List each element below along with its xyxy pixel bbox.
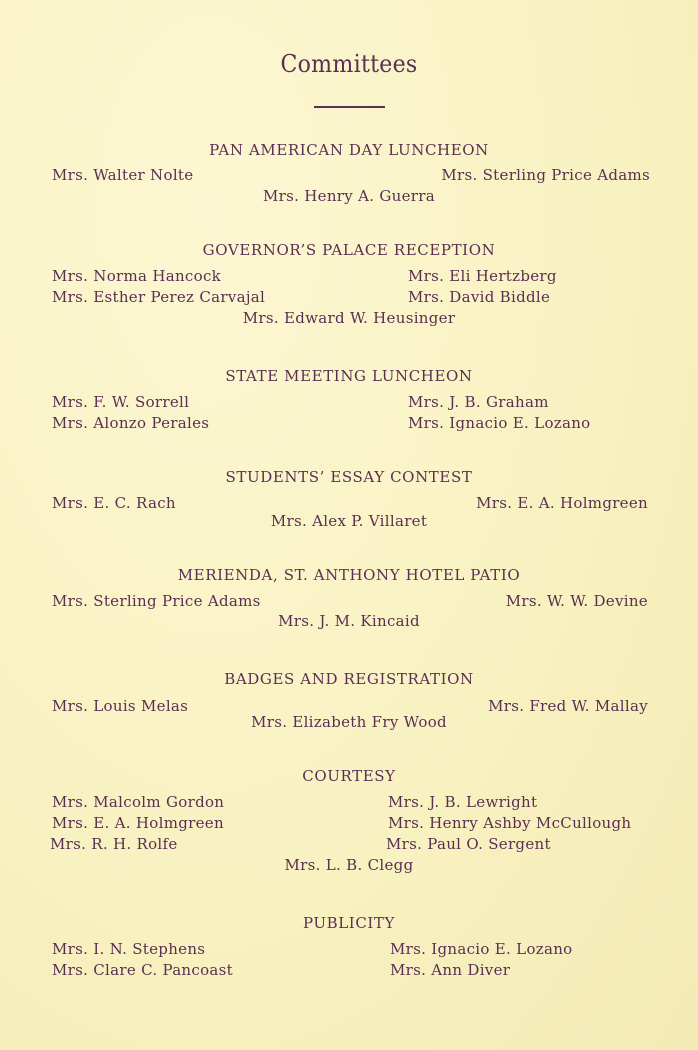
member-name: Mrs. Ignacio E. Lozano [408, 414, 591, 432]
member-name: Mrs. Esther Perez Carvajal [52, 288, 266, 306]
committee-heading-governors-palace: GOVERNOR’S PALACE RECEPTION [202, 241, 496, 259]
committee-heading-courtesy: COURTESY [302, 767, 396, 785]
title-rule [314, 106, 385, 108]
committee-heading-merienda: MERIENDA, ST. ANTHONY HOTEL PATIO [177, 566, 521, 584]
member-name: Mrs. Elizabeth Fry Wood [251, 713, 447, 731]
member-name: Mrs. J. B. Graham [408, 393, 549, 411]
member-name: Mrs. Ignacio E. Lozano [390, 940, 573, 958]
member-name: Mrs. J. M. Kincaid [278, 612, 420, 630]
member-name: Mrs. Alonzo Perales [52, 414, 210, 432]
member-name: Mrs. Sterling Price Adams [441, 166, 650, 184]
member-name: Mrs. Ann Diver [390, 961, 511, 979]
member-name: Mrs. Fred W. Mallay [488, 697, 648, 715]
member-name: Mrs. F. W. Sorrell [52, 393, 190, 411]
member-name: Mrs. Henry Ashby McCullough [388, 814, 632, 832]
committee-heading-pan-american: PAN AMERICAN DAY LUNCHEON [209, 141, 489, 159]
member-name: Mrs. W. W. Devine [505, 592, 648, 610]
member-name: Mrs. Sterling Price Adams [52, 592, 261, 610]
member-name: Mrs. L. B. Clegg [284, 856, 414, 874]
member-name: Mrs. J. B. Lewright [388, 793, 538, 811]
member-name: Mrs. Paul O. Sergent [386, 835, 551, 853]
member-name: Mrs. Eli Hertzberg [408, 267, 557, 285]
member-name: Mrs. E. A. Holmgreen [476, 494, 648, 512]
member-name: Mrs. Clare C. Pancoast [52, 961, 233, 979]
committee-heading-badges: BADGES AND REGISTRATION [224, 670, 474, 688]
committee-heading-publicity: PUBLICITY [302, 914, 396, 932]
committee-heading-state-meeting: STATE MEETING LUNCHEON [225, 367, 473, 385]
member-name: Mrs. Louis Melas [52, 697, 189, 715]
member-name: Mrs. I. N. Stephens [52, 940, 206, 958]
member-name: Mrs. David Biddle [408, 288, 551, 306]
member-name: Mrs. Norma Hancock [52, 267, 222, 285]
committee-heading-essay-contest: STUDENTS’ ESSAY CONTEST [225, 468, 473, 486]
member-name: Mrs. E. C. Rach [52, 494, 176, 512]
member-name: Mrs. Alex P. Villaret [270, 512, 428, 530]
member-name: Mrs. Malcolm Gordon [52, 793, 225, 811]
member-name: Mrs. Walter Nolte [52, 166, 194, 184]
member-name: Mrs. R. H. Rolfe [50, 835, 178, 853]
member-name: Mrs. Edward W. Heusinger [242, 309, 456, 327]
member-name: Mrs. Henry A. Guerra [263, 187, 435, 205]
member-name: Mrs. E. A. Holmgreen [52, 814, 224, 832]
page-title: Committees [280, 50, 418, 78]
